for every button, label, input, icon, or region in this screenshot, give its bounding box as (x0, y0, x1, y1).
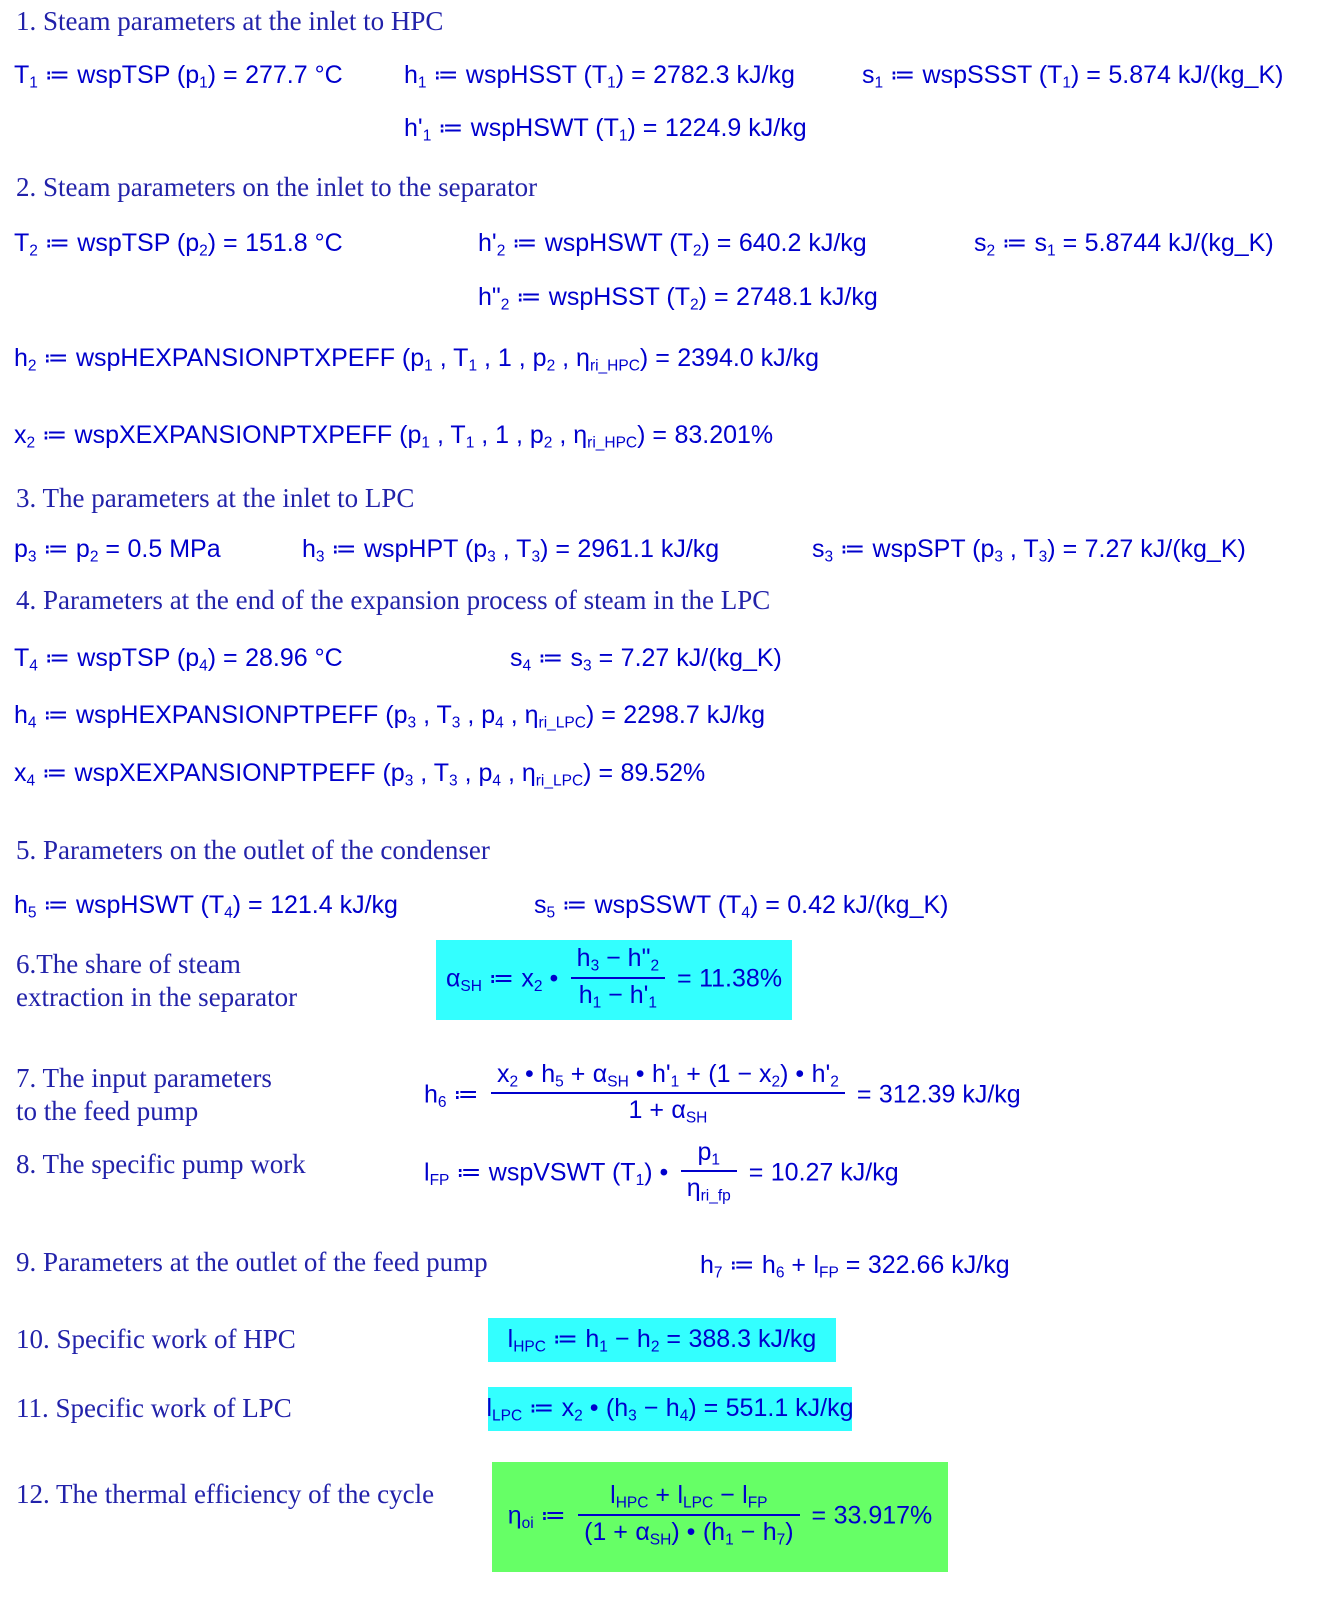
unit-h6: kJ/kg (962, 1080, 1021, 1109)
section-11-label: 11. Specific work of LPC (16, 1393, 292, 1423)
equation-l-LPC: $l_{LPC}$ ≔ $x_2$ • $(h_3 - h_4) = 551.1$ kJ/kg (486, 1393, 854, 1425)
equation-T2: $T_2$ ≔ wspTSP $(p_2) = 151.8$ °C (14, 229, 343, 260)
unit-h-prime-1: kJ/kg (748, 114, 807, 142)
equation-h6: $h_6$ ≔ $\frac{x_2 • h_5 + \alpha_{SH} • h'_1 + (1 - x_2) • h'_2}{1 + \alpha_{SH}}$ = 312.39 kJ/kg (424, 1060, 1021, 1127)
equation-eta-oi: $\eta_{oi}$ ≔ $\frac{l_{HPC} + l_{LPC} - l_{FP}}{(1 + \alpha_{SH}) • (h_1 - h_7)}$ = 33.917% (507, 1481, 933, 1548)
fraction-numerator: $x_2$ • $h_5 + \alpha_{SH}$ • $h'_1 + (1 - x_2)$ • $h'_2$ (491, 1060, 845, 1094)
section-10-formula-box (488, 1318, 836, 1362)
value-h-dprime-2: 2748.1 (736, 283, 813, 311)
section-8-label: 8. The specific pump work (16, 1149, 306, 1179)
equation-T1: $T_1$ ≔ wspTSP $(p_1) = 277.7$ °C (14, 61, 343, 92)
section-12-formula-box (492, 1462, 948, 1572)
value-s2: 5.8744 (1084, 229, 1162, 257)
value-h5: 121.4 (270, 891, 333, 919)
equation-alpha-SH: $\alpha_{SH}$ ≔ $x_2$ • $\frac{h_3 - h"_2}{h_1 - h'_1}$ = 11.38% (445, 944, 783, 1011)
equation-s2: $s_2$ ≔ $s_1 = 5.8744$ kJ/(kg_K) (974, 229, 1274, 260)
equation-s3: $s_3$ ≔ wspSPT ($p_3$ , $T_3) = 7.27$ kJ/(kg_K) (812, 535, 1246, 566)
value-l-LPC: 551.1 (725, 1393, 789, 1422)
fraction-eta-oi (578, 1481, 799, 1549)
unit-s3: kJ/(kg_K) (1140, 535, 1246, 563)
value-h1: 2782.3 (653, 61, 730, 89)
equation-h2: $h_2$ ≔ wspHEXPANSIONPTXPEFF ($p_1$ , $T_1$ , 1 , $p_2$ , $\eta_{ri\_HPC}) = 2394.0$ kJ/kg (14, 344, 820, 375)
value-l-FP: 10.27 (770, 1158, 834, 1187)
section-1-heading: 1. Steam parameters at the inlet to HPC (16, 6, 444, 36)
equation-x4: $x_4$ ≔ wspXEXPANSIONPTPEFF ($p_3$ , $T_3$ , $p_4$ , $\eta_{ri\_LPC}) = 89.52\%$ (14, 759, 706, 790)
fraction-denominator: $(1 + \alpha_{SH})$ • $(h_1 - h_7)$ (584, 1517, 794, 1548)
equation-h7: $h_7$ ≔ $h_6 + l_{FP} = 322.66$ kJ/kg (700, 1251, 1010, 1282)
value-s4: 7.27 (620, 644, 670, 672)
fraction-denominator: $h_1 - h'_1$ (578, 980, 658, 1011)
section-3-heading: 3. The parameters at the inlet to LPC (16, 483, 415, 513)
equation-s1: $s_1$ ≔ wspSSST $(T_1) = 5.874$ kJ/(kg_K) (862, 61, 1284, 92)
value-T4: 28.96 (245, 644, 308, 672)
equation-T4: $T_4$ ≔ wspTSP $(p_4) = 28.96$ °C (14, 644, 343, 675)
section-6-label-line2: extraction in the separator (16, 981, 298, 1012)
value-h-prime-1: 1224.9 (664, 114, 742, 142)
unit-T4: °C (314, 644, 343, 672)
value-s3: 7.27 (1084, 535, 1134, 563)
unit-T1: °C (314, 61, 343, 89)
unit-p3: MPa (169, 535, 221, 563)
unit-h-prime-2: kJ/kg (808, 229, 867, 257)
section-7-label-line2: to the feed pump (16, 1095, 199, 1126)
section-6-label-line1: 6.The share of steam (16, 949, 241, 979)
unit-s4: kJ/(kg_K) (676, 644, 782, 672)
unit-h7: kJ/kg (951, 1251, 1010, 1279)
unit-h4: kJ/kg (706, 701, 766, 729)
value-l-HPC: 388.3 (688, 1324, 752, 1353)
function-name-s5: wspSSWT (594, 891, 711, 919)
value-s5: 0.42 (787, 891, 836, 919)
section-10-label: 10. Specific work of HPC (16, 1324, 296, 1354)
function-name-x4: wspXEXPANSIONPTPEFF (74, 759, 376, 787)
section-5-heading: 5. Parameters on the outlet of the condenser (16, 835, 490, 865)
fraction-numerator: $p_1$ (681, 1138, 737, 1172)
unit-h-dprime-2: kJ/kg (819, 283, 878, 311)
section-7-label-line1: 7. The input parameters (16, 1063, 272, 1093)
section-4-heading: 4. Parameters at the end of the expansion process of steam in the LPC (16, 585, 771, 615)
equation-h1: $h_1$ ≔ wspHSST $(T_1) = 2782.3$ kJ/kg (404, 61, 795, 92)
value-eta-oi: 33.917% (833, 1501, 933, 1530)
fraction-denominator: $\eta_{ri\_fp}$ (686, 1174, 731, 1205)
fraction-numerator: $h_3$ − $h"_2$ (571, 944, 665, 978)
function-name-h5: wspHSWT (75, 891, 194, 919)
value-T1: 277.7 (245, 61, 308, 89)
unit-T2: °C (314, 229, 343, 257)
value-x2: 83.201% (674, 421, 774, 449)
function-name-h4: wspHEXPANSIONPTPEFF (75, 701, 379, 729)
equation-s4: $s_4$ ≔ $s_3 = 7.27$ kJ/(kg_K) (510, 644, 782, 675)
unit-l-LPC: kJ/kg (795, 1393, 854, 1422)
value-s1: 5.874 (1108, 61, 1171, 89)
value-p3: 0.5 (127, 535, 163, 563)
value-h2: 2394.0 (677, 344, 754, 372)
value-alpha-SH: 11.38% (699, 964, 783, 993)
unit-h2: kJ/kg (760, 344, 820, 372)
function-name-x2: wspXEXPANSIONPTXPEFF (74, 421, 393, 449)
equation-l-FP: $l_{FP}$ ≔ wspVSWT $(T_1)$ • $\frac{p_1}{\eta_{ri\_fp}}$ = 10.27 kJ/kg (424, 1138, 899, 1205)
unit-h5: kJ/kg (339, 891, 398, 919)
value-h7: 322.66 (867, 1251, 945, 1279)
value-h4: 2298.7 (623, 701, 700, 729)
unit-s5: kJ/(kg_K) (842, 891, 949, 919)
unit-l-HPC: kJ/kg (757, 1324, 817, 1353)
section-9-label: 9. Parameters at the outlet of the feed pump (16, 1247, 488, 1277)
equation-x2: $x_2$ ≔ wspXEXPANSIONPTXPEFF ($p_1$ , $T_1$ , 1 , $p_2$ , $\eta_{ri\_HPC}) = 83.201\%$ (14, 421, 774, 452)
function-name-h3: wspHPT (363, 535, 458, 563)
section-6-formula-box (436, 940, 792, 1020)
unit-l-FP: kJ/kg (840, 1158, 899, 1187)
equation-s5: $s_5$ ≔ wspSSWT $(T_4) = 0.42$ kJ/(kg_K) (534, 891, 949, 922)
equation-l-HPC: $l_{HPC}$ ≔ $h_1 - h_2 = 388.3$ kJ/kg (507, 1324, 817, 1356)
section-2-heading: 2. Steam parameters on the inlet to the separator (16, 172, 538, 202)
value-h-prime-2: 640.2 (738, 229, 802, 257)
fraction-numerator: $l_{HPC} + l_{LPC} - l_{FP}$ (578, 1481, 799, 1515)
equation-h-prime-1: $h'_1$ ≔ wspHSWT $(T_1) = 1224.9$ kJ/kg (404, 114, 807, 145)
section-6-label (16, 948, 297, 1014)
equation-h5: $h_5$ ≔ wspHSWT $(T_4) = 121.4$ kJ/kg (14, 891, 398, 922)
value-x4: 89.52% (620, 759, 706, 787)
unit-s1: kJ/(kg_K) (1177, 61, 1284, 89)
value-h6: 312.39 (878, 1080, 956, 1109)
section-7-label (16, 1062, 272, 1128)
equation-p3: $p_3$ ≔ $p_2 = 0.5$ MPa (14, 535, 221, 566)
equation-h-dprime-2: $h"_2$ ≔ wspHSST $(T_2) = 2748.1$ kJ/kg (478, 283, 878, 314)
unit-s2: kJ/(kg_K) (1168, 229, 1274, 257)
equation-h3: $h_3$ ≔ wspHPT ($p_3$ , $T_3) = 2961.1$ kJ/kg (302, 535, 720, 566)
value-T2: 151.8 (245, 229, 308, 257)
unit-h1: kJ/kg (736, 61, 795, 89)
fraction-lfp (681, 1138, 737, 1206)
section-11-formula-box (488, 1387, 852, 1431)
equation-h-prime-2: $h'_2$ ≔ wspHSWT $(T_2) = 640.2$ kJ/kg (478, 229, 867, 260)
function-name-lfp: wspVSWT (488, 1158, 606, 1187)
fraction-denominator: $1 + \alpha_{SH}$ (628, 1096, 708, 1127)
function-name-h2: wspHEXPANSIONPTXPEFF (75, 344, 395, 372)
value-h3: 2961.1 (577, 535, 654, 563)
unit-h3: kJ/kg (660, 535, 720, 563)
equation-h4: $h_4$ ≔ wspHEXPANSIONPTPEFF ($p_3$ , $T_3$ , $p_4$ , $\eta_{ri\_LPC}) = 2298.7$ kJ/kg (14, 701, 766, 732)
fraction-alpha-SH (571, 944, 665, 1012)
function-name-s3: wspSPT (872, 535, 966, 563)
fraction-h6 (491, 1060, 845, 1128)
section-12-label: 12. The thermal efficiency of the cycle (16, 1479, 435, 1509)
